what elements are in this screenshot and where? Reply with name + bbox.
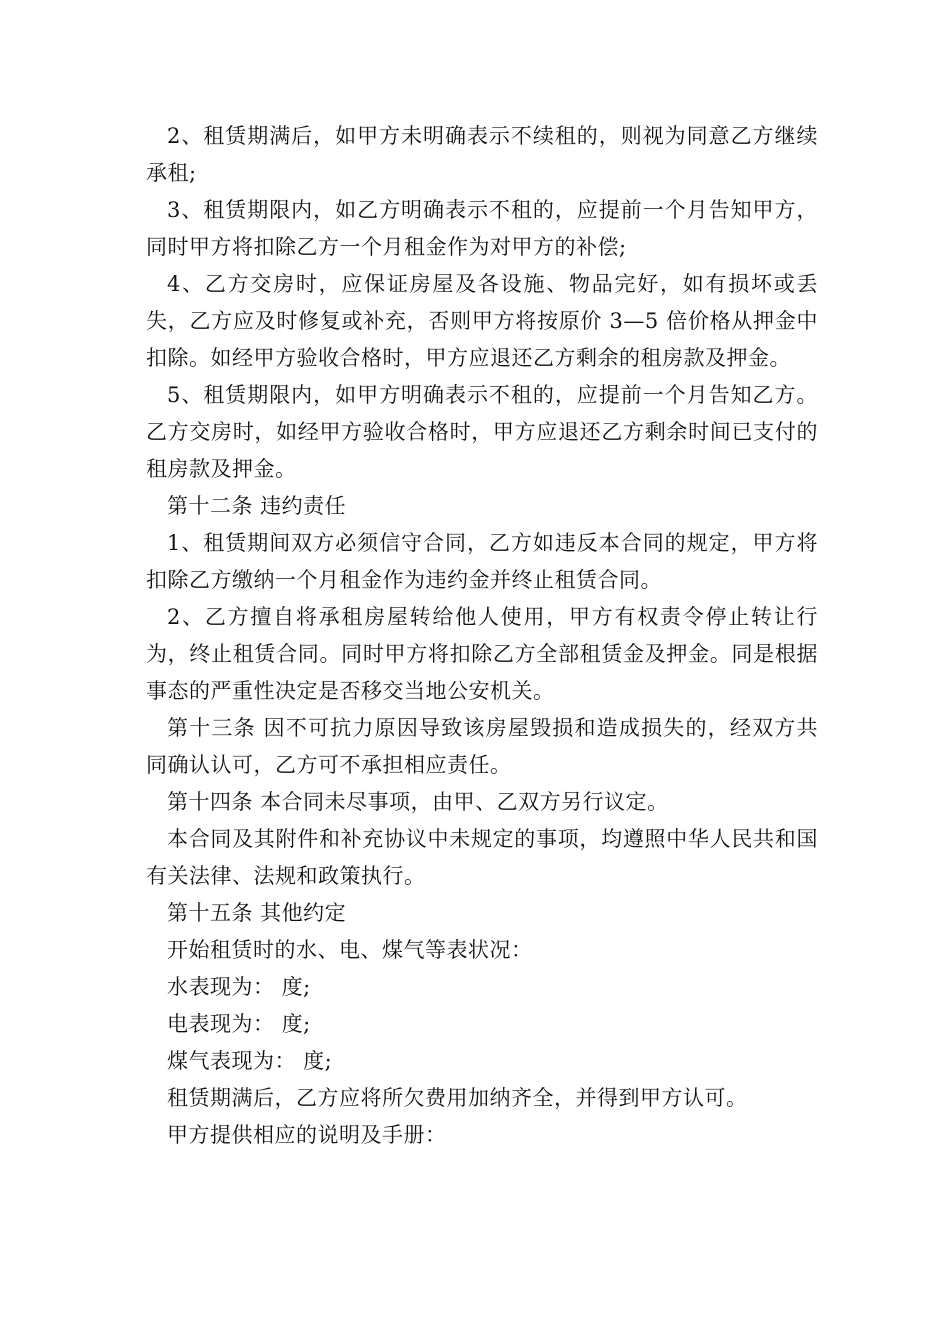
- clause-paragraph: 5、租赁期限内，如甲方明确表示不租的，应提前一个月告知乙方。乙方交房时，如经甲方验收合格时，甲方应退还乙方剩余时间已支付的租房款及押金。: [146, 383, 818, 481]
- article-paragraph: 第十三条 因不可抗力原因导致该房屋毁损和造成损失的，经双方共同确认认可，乙方可不承担相应责任。: [146, 716, 818, 777]
- article-heading: 第十二条 违约责任: [167, 494, 347, 518]
- clause-paragraph: 3、租赁期限内，如乙方明确表示不租的，应提前一个月告知甲方，同时甲方将扣除乙方一个月租金作为对甲方的补偿;: [146, 198, 818, 259]
- clause-paragraph: 4、乙方交房时，应保证房屋及各设施、物品完好，如有损坏或丢失，乙方应及时修复或补充，否则甲方将按原价 3—5 倍价格从押金中扣除。如经甲方验收合格时，甲方应退还乙方剩余的租房款及押金。: [146, 272, 818, 370]
- clause-paragraph: 甲方提供相应的说明及手册：: [167, 1123, 447, 1147]
- clause-paragraph: 2、租赁期满后，如甲方未明确表示不续租的，则视为同意乙方继续承租;: [146, 124, 818, 185]
- meter-reading: 水表现为： 度;: [167, 975, 311, 999]
- document-page: [146, 118, 818, 1154]
- clause-paragraph: 2、乙方擅自将承租房屋转给他人使用，甲方有权责令停止转让行为，终止租赁合同。同时甲方将扣除乙方全部租赁金及押金。同是根据事态的严重性决定是否移交当地公安机关。: [146, 605, 818, 703]
- meter-reading: 电表现为： 度;: [167, 1012, 311, 1036]
- clause-paragraph: 1、租赁期间双方必须信守合同，乙方如违反本合同的规定，甲方将扣除乙方缴纳一个月租金作为违约金并终止租赁合同。: [146, 531, 818, 592]
- article-paragraph: 第十四条 本合同未尽事项，由甲、乙双方另行议定。: [167, 790, 669, 814]
- article-heading: 第十五条 其他约定: [167, 901, 347, 925]
- clause-paragraph: 租赁期满后，乙方应将所欠费用加纳齐全，并得到甲方认可。: [167, 1086, 748, 1110]
- clause-paragraph: 本合同及其附件和补充协议中未规定的事项，均遵照中华人民共和国有关法律、法规和政策执行。: [146, 827, 818, 888]
- meter-reading: 煤气表现为： 度;: [167, 1049, 333, 1073]
- clause-paragraph: 开始租赁时的水、电、煤气等表状况：: [167, 938, 533, 962]
